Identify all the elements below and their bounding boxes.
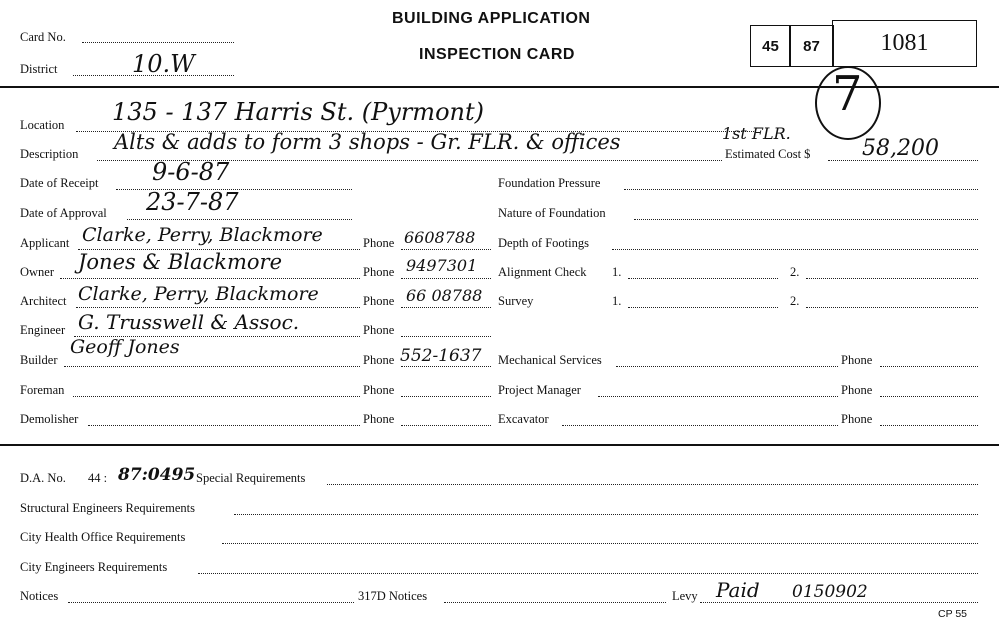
architect-phone-value: 66 08788 [406, 286, 483, 305]
project-manager-label: Project Manager [498, 383, 581, 397]
location-label: Location [20, 118, 65, 132]
section-divider [0, 444, 999, 446]
alignment-check-field-1[interactable] [628, 278, 778, 279]
project-manager-phone-field[interactable] [880, 396, 978, 397]
nature-foundation-label: Nature of Foundation [498, 206, 606, 220]
applicant-label: Applicant [20, 236, 70, 250]
architect-value: Clarke, Perry, Blackmore [78, 283, 319, 305]
architect-field[interactable] [76, 307, 360, 308]
circled-number: 7 [832, 66, 863, 122]
levy-value: Paid [716, 578, 760, 602]
excavator-label: Excavator [498, 412, 549, 426]
depth-footings-label: Depth of Footings [498, 236, 589, 250]
engineer-value: G. Trusswell & Assoc. [78, 310, 300, 334]
date-approval-field[interactable] [127, 219, 352, 220]
nature-foundation-field[interactable] [634, 219, 978, 220]
excavator-phone-field[interactable] [880, 425, 978, 426]
builder-label: Builder [20, 353, 58, 367]
architect-phone-field[interactable] [401, 307, 491, 308]
alignment-num-1: 1. [612, 265, 622, 279]
levy-label: Levy [672, 589, 698, 603]
builder-value: Geoff Jones [70, 336, 180, 358]
applicant-phone-field[interactable] [401, 249, 491, 250]
health-req-field[interactable] [222, 543, 978, 544]
builder-field[interactable] [64, 366, 360, 367]
notices-label: Notices [20, 589, 59, 603]
engineer-label: Engineer [20, 323, 66, 337]
owner-phone-value: 9497301 [406, 256, 478, 275]
location-value: 135 - 137 Harris St. (Pyrmont) [112, 98, 484, 126]
demolisher-phone-label: Phone [363, 412, 395, 426]
district-value: 10.W [132, 50, 195, 78]
da-no-label: D.A. No. [20, 471, 66, 485]
box-a: 45 [750, 25, 791, 67]
applicant-phone-value: 6608788 [404, 228, 476, 247]
form-subtitle: INSPECTION CARD [419, 46, 575, 63]
builder-phone-value: 552-1637 [400, 346, 482, 366]
survey-label: Survey [498, 294, 534, 308]
engineer-phone-label: Phone [363, 323, 395, 337]
health-req-label: City Health Office Requirements [20, 530, 186, 544]
structural-req-field[interactable] [234, 514, 978, 515]
owner-label: Owner [20, 265, 55, 279]
alignment-check-field-2[interactable] [806, 278, 978, 279]
foreman-phone-field[interactable] [401, 396, 491, 397]
project-manager-field[interactable] [598, 396, 838, 397]
levy-field[interactable] [700, 602, 978, 603]
date-receipt-value: 9-6-87 [152, 158, 230, 186]
engineer-phone-field[interactable] [401, 336, 491, 337]
structural-req-label: Structural Engineers Requirements [20, 501, 195, 515]
date-approval-label: Date of Approval [20, 206, 107, 220]
survey-num-2: 2. [790, 294, 800, 308]
da-number: 87:0495 [118, 465, 196, 485]
depth-footings-field[interactable] [612, 249, 978, 250]
form-title: BUILDING APPLICATION [392, 10, 591, 27]
demolisher-label: Demolisher [20, 412, 79, 426]
notices-317d-field[interactable] [444, 602, 666, 603]
owner-phone-field[interactable] [401, 278, 491, 279]
builder-phone-field[interactable] [401, 366, 491, 367]
notices-317d-label: 317D Notices [358, 589, 428, 603]
estimated-cost-value: 58,200 [862, 136, 939, 161]
survey-num-1: 1. [612, 294, 622, 308]
da-prefix: 44 : [88, 471, 108, 485]
notices-field[interactable] [68, 602, 354, 603]
survey-field-1[interactable] [628, 307, 778, 308]
architect-phone-label: Phone [363, 294, 395, 308]
owner-phone-label: Phone [363, 265, 395, 279]
applicant-value: Clarke, Perry, Blackmore [82, 224, 323, 246]
excavator-phone-label: Phone [841, 412, 873, 426]
excavator-field[interactable] [562, 425, 838, 426]
project-manager-phone-label: Phone [841, 383, 873, 397]
description-value: Alts & adds to form 3 shops - Gr. FLR. & offices [114, 130, 621, 154]
header-divider [0, 86, 999, 88]
applicant-phone-label: Phone [363, 236, 395, 250]
estimated-cost-label: Estimated Cost $ [725, 147, 811, 161]
survey-field-2[interactable] [806, 307, 978, 308]
mechanical-phone-field[interactable] [880, 366, 978, 367]
demolisher-field[interactable] [88, 425, 360, 426]
special-req-label: Special Requirements [196, 471, 306, 485]
foundation-pressure-field[interactable] [624, 189, 978, 190]
foreman-label: Foreman [20, 383, 65, 397]
alignment-check-label: Alignment Check [498, 265, 587, 279]
form-code: CP 55 [938, 608, 967, 620]
mechanical-field[interactable] [616, 366, 838, 367]
district-label: District [20, 62, 58, 76]
box-b: 87 [789, 25, 834, 67]
builder-phone-label: Phone [363, 353, 395, 367]
card-number: 1081 [832, 20, 977, 67]
mechanical-label: Mechanical Services [498, 353, 602, 367]
foundation-pressure-label: Foundation Pressure [498, 176, 601, 190]
owner-field[interactable] [60, 278, 360, 279]
description-note: 1st FLR. [722, 124, 791, 143]
foreman-field[interactable] [73, 396, 360, 397]
foreman-phone-label: Phone [363, 383, 395, 397]
alignment-num-2: 2. [790, 265, 800, 279]
description-label: Description [20, 147, 79, 161]
levy-number: 0150902 [792, 582, 868, 602]
date-receipt-label: Date of Receipt [20, 176, 99, 190]
demolisher-phone-field[interactable] [401, 425, 491, 426]
special-req-field[interactable] [327, 484, 978, 485]
city-eng-req-field[interactable] [198, 573, 978, 574]
owner-value: Jones & Blackmore [78, 250, 283, 274]
card-no-label: Card No. [20, 30, 66, 44]
city-eng-req-label: City Engineers Requirements [20, 560, 168, 574]
date-approval-value: 23-7-87 [146, 188, 239, 216]
card-no-field[interactable] [82, 42, 234, 43]
mechanical-phone-label: Phone [841, 353, 873, 367]
architect-label: Architect [20, 294, 67, 308]
